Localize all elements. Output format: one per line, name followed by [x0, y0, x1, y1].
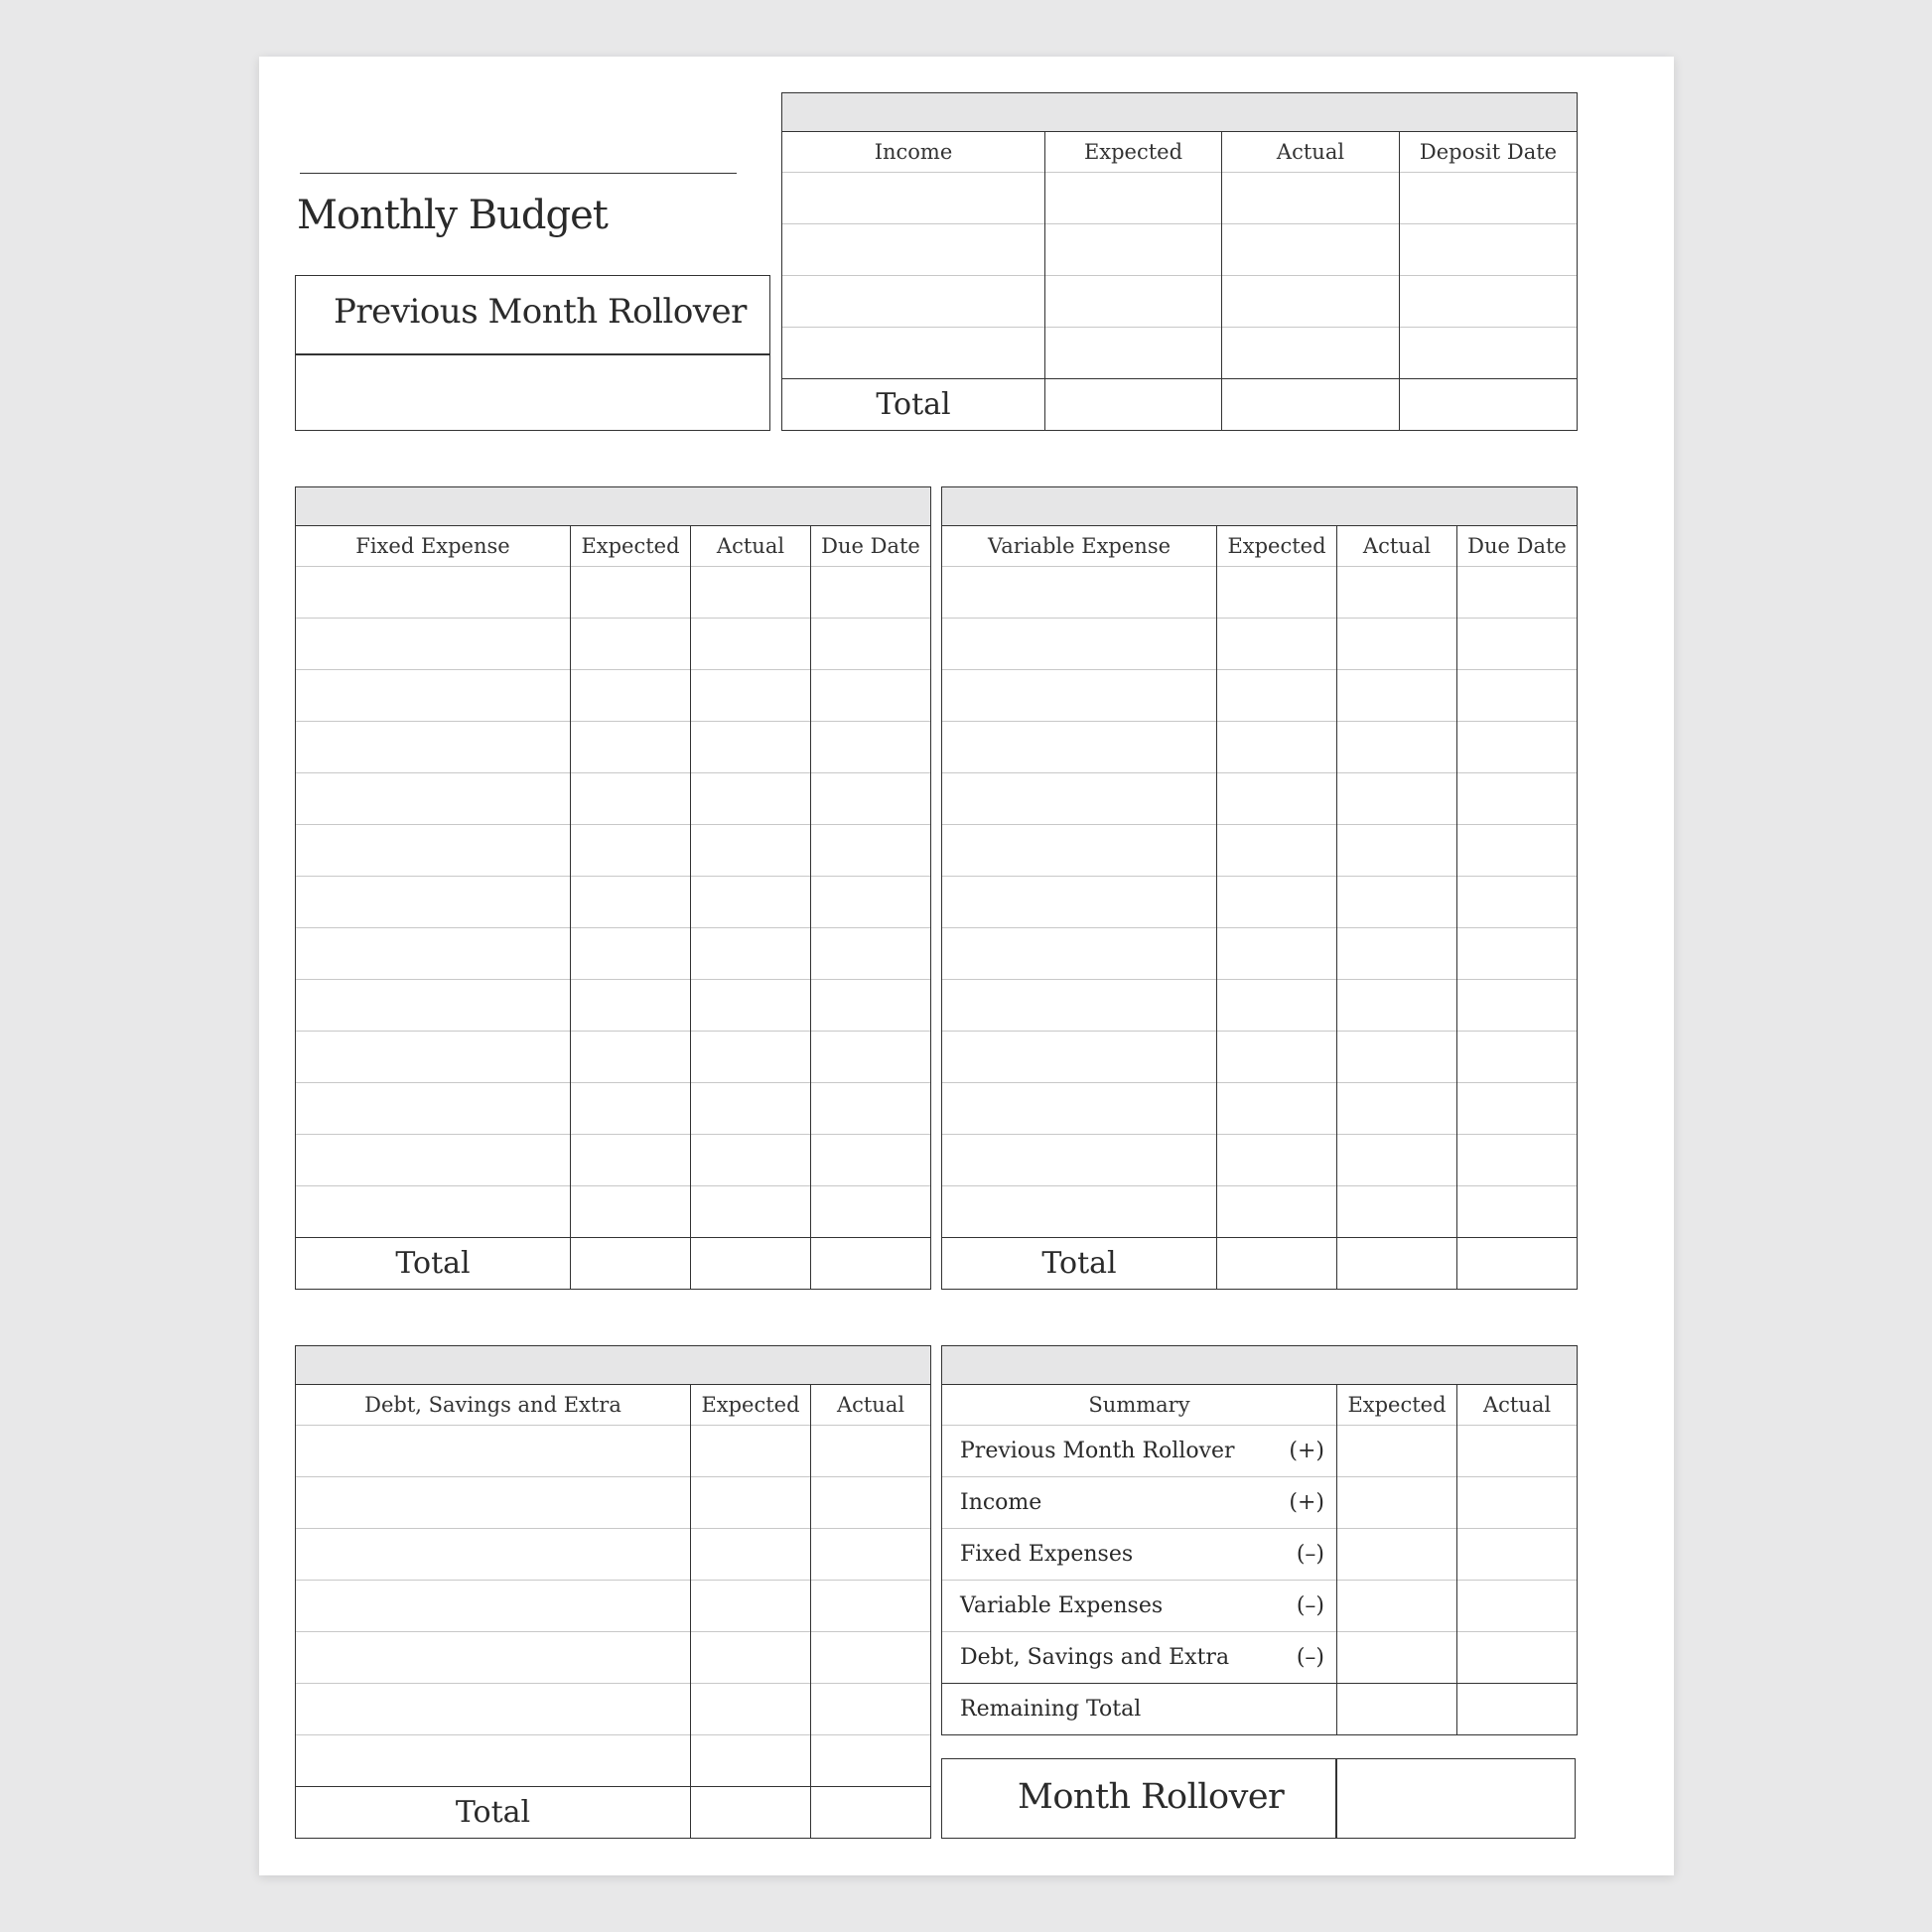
- table-row: [782, 328, 1578, 379]
- table-cell[interactable]: [1337, 670, 1457, 722]
- remaining-total-label: Remaining Total: [942, 1684, 1337, 1735]
- table-cell[interactable]: [1337, 1529, 1457, 1581]
- previous-rollover-box: [295, 275, 770, 431]
- fixed-total-label: Total: [296, 1238, 571, 1290]
- table-cell[interactable]: [1337, 773, 1457, 825]
- table-cell[interactable]: [296, 1632, 691, 1684]
- table-cell[interactable]: [1457, 1083, 1578, 1135]
- debt-col-header: Debt, Savings and Extra: [296, 1385, 691, 1426]
- table-cell[interactable]: [296, 1735, 691, 1787]
- table-cell[interactable]: [1217, 773, 1337, 825]
- income-total-label: Total: [782, 379, 1045, 431]
- table-cell[interactable]: [1400, 328, 1578, 379]
- income-table: [781, 92, 1578, 431]
- table-cell[interactable]: [296, 722, 571, 773]
- summary-row-label: Debt, Savings and Extra: [960, 1645, 1230, 1670]
- table-cell[interactable]: [942, 980, 1217, 1032]
- table-cell[interactable]: [942, 1186, 1217, 1238]
- summary-col-header: Summary: [942, 1385, 1337, 1426]
- table-cell[interactable]: [811, 1787, 931, 1839]
- table-cell[interactable]: [1217, 567, 1337, 619]
- table-cell[interactable]: [811, 1032, 931, 1083]
- table-cell[interactable]: [1337, 1238, 1457, 1290]
- summary-table: [941, 1345, 1578, 1735]
- table-cell[interactable]: [1045, 328, 1222, 379]
- summary-row-label: Income: [960, 1490, 1042, 1515]
- table-cell[interactable]: [1337, 722, 1457, 773]
- table-cell[interactable]: [1457, 1529, 1578, 1581]
- table-cell[interactable]: [811, 722, 931, 773]
- table-cell[interactable]: [691, 1684, 811, 1735]
- table-cell[interactable]: [296, 1477, 691, 1529]
- table-row: [942, 825, 1578, 877]
- table-cell[interactable]: [691, 722, 811, 773]
- table-cell[interactable]: [691, 670, 811, 722]
- variable-due-header: Due Date: [1457, 526, 1578, 567]
- income-date-header: Deposit Date: [1400, 132, 1578, 173]
- month-rollover-divider: [1335, 1759, 1337, 1838]
- table-cell[interactable]: [942, 722, 1217, 773]
- table-cell[interactable]: [942, 619, 1217, 670]
- summary-row-sign: (+): [1289, 1439, 1324, 1463]
- summary-row: [942, 1426, 1578, 1477]
- table-cell[interactable]: [811, 619, 931, 670]
- table-row: [942, 1135, 1578, 1186]
- table-row: [296, 1735, 931, 1787]
- table-cell[interactable]: [1337, 1477, 1457, 1529]
- income-actual-header: Actual: [1222, 132, 1400, 173]
- table-cell[interactable]: [691, 619, 811, 670]
- table-row: [942, 1032, 1578, 1083]
- table-cell[interactable]: [571, 1083, 691, 1135]
- table-cell[interactable]: [296, 1529, 691, 1581]
- table-cell[interactable]: [942, 825, 1217, 877]
- table-row: [296, 928, 931, 980]
- table-row: [782, 224, 1578, 276]
- table-cell[interactable]: [691, 773, 811, 825]
- table-cell[interactable]: [1457, 773, 1578, 825]
- table-cell[interactable]: [1337, 877, 1457, 928]
- table-row: [296, 1426, 931, 1477]
- table-cell[interactable]: [691, 825, 811, 877]
- table-row: [296, 825, 931, 877]
- fixed-actual-header: Actual: [691, 526, 811, 567]
- table-cell[interactable]: [571, 1238, 691, 1290]
- fixed-expected-header: Expected: [571, 526, 691, 567]
- fixed-expense-header: Fixed Expense: [296, 526, 571, 567]
- table-cell[interactable]: [571, 877, 691, 928]
- fixed-header-band: [296, 487, 931, 526]
- table-cell[interactable]: [1337, 619, 1457, 670]
- table-cell[interactable]: [811, 1684, 931, 1735]
- table-cell[interactable]: [1045, 173, 1222, 224]
- summary-row-label: Fixed Expenses: [960, 1542, 1134, 1567]
- table-cell[interactable]: [1337, 980, 1457, 1032]
- table-cell[interactable]: [811, 1529, 931, 1581]
- summary-expected-header: Expected: [1337, 1385, 1457, 1426]
- summary-row: [942, 1632, 1578, 1684]
- table-cell[interactable]: [571, 567, 691, 619]
- table-row: [296, 877, 931, 928]
- table-cell[interactable]: [1337, 1135, 1457, 1186]
- table-row: [942, 773, 1578, 825]
- table-cell[interactable]: [571, 722, 691, 773]
- table-row: [942, 928, 1578, 980]
- table-cell[interactable]: [296, 567, 571, 619]
- table-row: [942, 980, 1578, 1032]
- table-cell[interactable]: [296, 1426, 691, 1477]
- table-cell[interactable]: [1457, 1581, 1578, 1632]
- table-cell[interactable]: [571, 670, 691, 722]
- table-cell[interactable]: [296, 825, 571, 877]
- table-cell[interactable]: [1457, 670, 1578, 722]
- table-cell[interactable]: [1222, 328, 1400, 379]
- table-cell[interactable]: [1337, 567, 1457, 619]
- table-cell[interactable]: [1457, 567, 1578, 619]
- summary-row-label: Variable Expenses: [960, 1593, 1164, 1618]
- table-cell[interactable]: [571, 773, 691, 825]
- summary-row: [942, 1477, 1578, 1529]
- table-cell[interactable]: [942, 1083, 1217, 1135]
- table-cell[interactable]: [571, 1032, 691, 1083]
- summary-row-sign: (–): [1296, 1593, 1324, 1618]
- table-cell[interactable]: [1222, 379, 1400, 431]
- debt-total-label: Total: [296, 1787, 691, 1839]
- table-cell[interactable]: [811, 877, 931, 928]
- previous-rollover-divider: [296, 353, 769, 355]
- table-cell[interactable]: [1217, 670, 1337, 722]
- fixed-expense-table: [295, 486, 931, 1290]
- table-cell[interactable]: [296, 980, 571, 1032]
- variable-expected-header: Expected: [1217, 526, 1337, 567]
- table-cell[interactable]: [691, 1735, 811, 1787]
- table-cell[interactable]: [811, 670, 931, 722]
- debt-total-row: [296, 1787, 931, 1839]
- table-cell[interactable]: [1217, 722, 1337, 773]
- table-cell[interactable]: [1337, 1186, 1457, 1238]
- table-cell[interactable]: [691, 928, 811, 980]
- table-cell[interactable]: [782, 276, 1045, 328]
- table-cell[interactable]: [1457, 1238, 1578, 1290]
- table-cell[interactable]: [1457, 1684, 1578, 1735]
- table-row: [782, 173, 1578, 224]
- table-cell[interactable]: [571, 825, 691, 877]
- table-row: [296, 980, 931, 1032]
- table-row: [296, 773, 931, 825]
- summary-row-sign: (–): [1296, 1645, 1324, 1670]
- table-row: [296, 1684, 931, 1735]
- table-cell[interactable]: [1222, 276, 1400, 328]
- table-cell[interactable]: [1400, 173, 1578, 224]
- month-rollover-box: [941, 1758, 1576, 1839]
- table-cell[interactable]: [1217, 1032, 1337, 1083]
- table-cell[interactable]: [811, 1238, 931, 1290]
- table-row: [296, 670, 931, 722]
- table-cell[interactable]: [1337, 928, 1457, 980]
- table-cell[interactable]: [691, 1238, 811, 1290]
- table-cell[interactable]: [811, 1477, 931, 1529]
- table-cell[interactable]: [691, 1083, 811, 1135]
- table-cell[interactable]: [1337, 1684, 1457, 1735]
- table-row: [942, 670, 1578, 722]
- table-cell[interactable]: [811, 1735, 931, 1787]
- table-cell[interactable]: [811, 825, 931, 877]
- table-cell[interactable]: [296, 1135, 571, 1186]
- table-row: [942, 877, 1578, 928]
- variable-total-label: Total: [942, 1238, 1217, 1290]
- table-cell[interactable]: [1457, 619, 1578, 670]
- table-cell[interactable]: [1457, 877, 1578, 928]
- page-title: Monthly Budget: [297, 193, 608, 238]
- table-cell[interactable]: [691, 877, 811, 928]
- table-cell[interactable]: [571, 1135, 691, 1186]
- fixed-total-row: [296, 1238, 931, 1290]
- table-row: [296, 1186, 931, 1238]
- debt-savings-table: [295, 1345, 931, 1839]
- table-row: [296, 1032, 931, 1083]
- table-cell[interactable]: [811, 773, 931, 825]
- income-expected-header: Expected: [1045, 132, 1222, 173]
- table-cell[interactable]: [691, 1135, 811, 1186]
- table-cell[interactable]: [1457, 1186, 1578, 1238]
- table-cell[interactable]: [691, 1186, 811, 1238]
- table-cell[interactable]: [1217, 619, 1337, 670]
- income-total-row: [782, 379, 1578, 431]
- budget-page: [259, 57, 1674, 1875]
- table-cell[interactable]: [942, 773, 1217, 825]
- table-cell[interactable]: [1457, 722, 1578, 773]
- summary-row-sign: (+): [1289, 1490, 1324, 1515]
- table-cell[interactable]: [1337, 1581, 1457, 1632]
- table-cell[interactable]: [1337, 1083, 1457, 1135]
- table-cell[interactable]: [942, 1135, 1217, 1186]
- table-cell[interactable]: [691, 1426, 811, 1477]
- table-cell[interactable]: [571, 928, 691, 980]
- debt-expected-header: Expected: [691, 1385, 811, 1426]
- table-cell[interactable]: [1400, 224, 1578, 276]
- table-cell[interactable]: [1045, 276, 1222, 328]
- table-cell[interactable]: [1217, 1083, 1337, 1135]
- table-cell[interactable]: [1217, 928, 1337, 980]
- variable-total-row: [942, 1238, 1578, 1290]
- variable-expense-table: [941, 486, 1578, 1290]
- table-cell[interactable]: [691, 1581, 811, 1632]
- summary-row: [942, 1529, 1578, 1581]
- table-cell[interactable]: [1457, 980, 1578, 1032]
- table-cell[interactable]: [1045, 224, 1222, 276]
- summary-row-sign: (–): [1296, 1542, 1324, 1567]
- table-row: [296, 567, 931, 619]
- table-cell[interactable]: [811, 1632, 931, 1684]
- table-row: [942, 1083, 1578, 1135]
- table-cell[interactable]: [1457, 928, 1578, 980]
- fixed-due-header: Due Date: [811, 526, 931, 567]
- table-cell[interactable]: [811, 1581, 931, 1632]
- table-cell[interactable]: [1457, 1135, 1578, 1186]
- table-row: [942, 722, 1578, 773]
- table-cell[interactable]: [811, 1083, 931, 1135]
- table-cell[interactable]: [296, 1684, 691, 1735]
- table-cell[interactable]: [1457, 1426, 1578, 1477]
- table-cell[interactable]: [691, 1529, 811, 1581]
- table-cell[interactable]: [1337, 1426, 1457, 1477]
- table-cell[interactable]: [942, 670, 1217, 722]
- table-cell[interactable]: [1222, 224, 1400, 276]
- table-cell[interactable]: [691, 567, 811, 619]
- table-cell[interactable]: [296, 928, 571, 980]
- table-cell[interactable]: [691, 1632, 811, 1684]
- variable-expense-header: Variable Expense: [942, 526, 1217, 567]
- variable-actual-header: Actual: [1337, 526, 1457, 567]
- table-row: [942, 567, 1578, 619]
- table-cell[interactable]: [1457, 825, 1578, 877]
- table-row: [296, 1083, 931, 1135]
- table-cell[interactable]: [296, 773, 571, 825]
- table-cell[interactable]: [942, 928, 1217, 980]
- table-cell[interactable]: [296, 1581, 691, 1632]
- table-cell[interactable]: [1400, 379, 1578, 431]
- table-row: [296, 1632, 931, 1684]
- table-row: [942, 1186, 1578, 1238]
- table-cell[interactable]: [691, 1477, 811, 1529]
- table-row: [296, 619, 931, 670]
- table-row: [942, 619, 1578, 670]
- remaining-total-row: [942, 1684, 1578, 1735]
- table-cell[interactable]: [571, 619, 691, 670]
- table-cell[interactable]: [296, 1186, 571, 1238]
- table-cell[interactable]: [782, 328, 1045, 379]
- table-cell[interactable]: [1457, 1477, 1578, 1529]
- table-cell[interactable]: [296, 1083, 571, 1135]
- income-header-band: [782, 93, 1578, 132]
- table-cell[interactable]: [296, 1032, 571, 1083]
- table-cell[interactable]: [811, 1135, 931, 1186]
- table-cell[interactable]: [782, 224, 1045, 276]
- table-cell[interactable]: [296, 619, 571, 670]
- summary-actual-header: Actual: [1457, 1385, 1578, 1426]
- table-cell[interactable]: [1217, 825, 1337, 877]
- table-cell[interactable]: [811, 1186, 931, 1238]
- month-name-line: [300, 173, 737, 174]
- debt-actual-header: Actual: [811, 1385, 931, 1426]
- table-cell[interactable]: [1337, 1032, 1457, 1083]
- table-cell[interactable]: [942, 567, 1217, 619]
- table-cell[interactable]: [1457, 1632, 1578, 1684]
- table-cell[interactable]: [1217, 1238, 1337, 1290]
- table-cell[interactable]: [296, 877, 571, 928]
- summary-header-band: [942, 1346, 1578, 1385]
- debt-header-band: [296, 1346, 931, 1385]
- table-row: [296, 1135, 931, 1186]
- variable-header-band: [942, 487, 1578, 526]
- table-cell[interactable]: [942, 1032, 1217, 1083]
- table-row: [296, 1477, 931, 1529]
- table-cell[interactable]: [691, 1787, 811, 1839]
- table-row: [782, 276, 1578, 328]
- table-row: [296, 1529, 931, 1581]
- table-cell[interactable]: [1217, 877, 1337, 928]
- month-rollover-label: Month Rollover: [1018, 1777, 1285, 1817]
- table-row: [296, 722, 931, 773]
- summary-row-label: Previous Month Rollover: [960, 1439, 1235, 1463]
- table-cell[interactable]: [1400, 276, 1578, 328]
- table-cell[interactable]: [1222, 173, 1400, 224]
- table-cell[interactable]: [811, 928, 931, 980]
- table-cell[interactable]: [1457, 1032, 1578, 1083]
- summary-row: [942, 1581, 1578, 1632]
- table-cell[interactable]: [811, 567, 931, 619]
- table-cell[interactable]: [571, 1186, 691, 1238]
- table-cell[interactable]: [1337, 1632, 1457, 1684]
- table-cell[interactable]: [296, 670, 571, 722]
- table-cell[interactable]: [691, 1032, 811, 1083]
- table-cell[interactable]: [1337, 825, 1457, 877]
- table-cell[interactable]: [782, 173, 1045, 224]
- table-cell[interactable]: [1217, 980, 1337, 1032]
- table-cell[interactable]: [942, 877, 1217, 928]
- previous-rollover-label: Previous Month Rollover: [334, 292, 747, 332]
- income-col-header: Income: [782, 132, 1045, 173]
- table-cell[interactable]: [691, 980, 811, 1032]
- table-cell[interactable]: [1045, 379, 1222, 431]
- table-cell[interactable]: [571, 980, 691, 1032]
- table-cell[interactable]: [811, 980, 931, 1032]
- table-cell[interactable]: [811, 1426, 931, 1477]
- table-cell[interactable]: [1217, 1135, 1337, 1186]
- table-cell[interactable]: [1217, 1186, 1337, 1238]
- table-row: [296, 1581, 931, 1632]
